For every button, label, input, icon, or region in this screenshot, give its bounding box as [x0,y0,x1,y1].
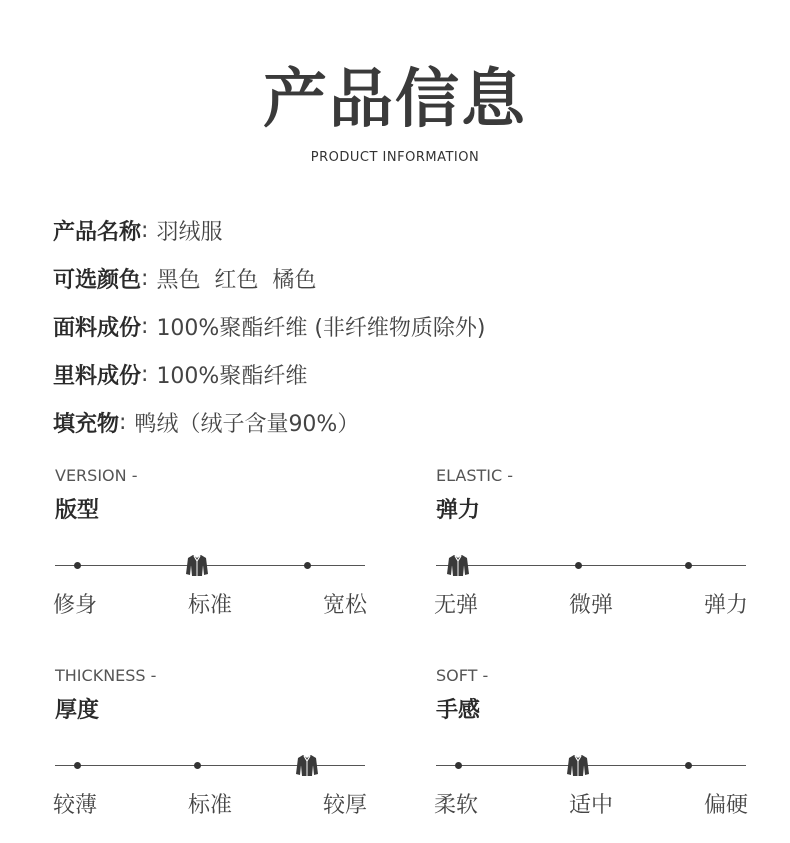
spec-value: 鸭绒（绒子含量90%） [134,411,360,437]
spec-row-filling [53,398,486,446]
spec-row-colors [53,254,486,302]
spec-label: 里料成份 [53,363,142,389]
spec-row-lining [53,350,486,398]
scale-english-label: VERSION - [55,466,138,485]
scale-dot [685,762,692,769]
scale-dot [74,762,81,769]
scale-line [436,565,746,566]
scale-title: 手感 [436,698,481,723]
scale-english-label: THICKNESS - [55,666,157,685]
scale-dot [194,762,201,769]
scale-elastic [436,466,746,620]
scale-ticks [436,588,746,620]
jacket-icon [567,753,589,777]
spec-value: 100%聚酯纤维 [156,363,308,389]
scale-tick-label: 宽松 [322,593,367,618]
jacket-icon [186,553,208,577]
spec-label: 填充物 [53,411,120,437]
scale-english-label: ELASTIC - [436,466,514,485]
scale-ticks [55,788,365,820]
scale-soft [436,666,746,820]
spec-separator: : [141,313,149,339]
scale-tick-label: 较厚 [322,793,367,818]
scale-tick-label: 适中 [568,793,614,818]
header [0,60,790,165]
scale-tick-label: 修身 [53,593,98,618]
scale-dot [74,562,81,569]
scale-tick-label: 微弹 [568,593,614,618]
scale-tick-label: 较薄 [53,793,98,818]
scale-track [436,546,746,586]
spec-value: 羽绒服 [156,219,223,245]
scale-tick-label: 无弹 [434,593,479,618]
scale-english-label: SOFT - [436,666,489,685]
spec-separator: : [119,409,127,435]
spec-value: 黑色 红色 橘色 [156,267,317,293]
scale-version [55,466,365,620]
scale-dot [455,762,462,769]
scale-tick-label: 偏硬 [703,793,748,818]
scale-ticks [55,588,365,620]
scale-track [55,746,365,786]
scale-tick-label: 标准 [187,593,233,618]
scale-tick-label: 弹力 [703,593,748,618]
scale-track [55,546,365,586]
scale-dot [304,562,311,569]
spec-row-name [53,206,486,254]
spec-label: 产品名称 [53,219,142,245]
spec-separator: : [141,265,149,291]
scale-line [55,565,365,566]
jacket-icon [296,753,318,777]
spec-label: 可选颜色 [53,267,142,293]
scale-title: 厚度 [55,698,100,723]
spec-separator: : [141,361,149,387]
scale-line [55,765,365,766]
spec-value: 100%聚酯纤维 (非纤维物质除外) [156,315,486,341]
scale-tick-label: 标准 [187,793,233,818]
spec-separator: : [141,217,149,243]
scale-dot [685,562,692,569]
spec-row-fabric [53,302,486,350]
scale-dot [575,562,582,569]
spec-list [53,206,486,446]
scale-track [436,746,746,786]
spec-label: 面料成份 [53,315,142,341]
page-subtitle: PRODUCT INFORMATION [310,150,480,165]
scale-tick-label: 柔软 [434,793,479,818]
scale-thickness [55,666,365,820]
jacket-icon [447,553,469,577]
scale-line [436,765,746,766]
scale-title: 版型 [55,498,100,523]
page-title: 产品信息 [263,63,527,137]
scale-ticks [436,788,746,820]
scale-title: 弹力 [436,498,481,523]
